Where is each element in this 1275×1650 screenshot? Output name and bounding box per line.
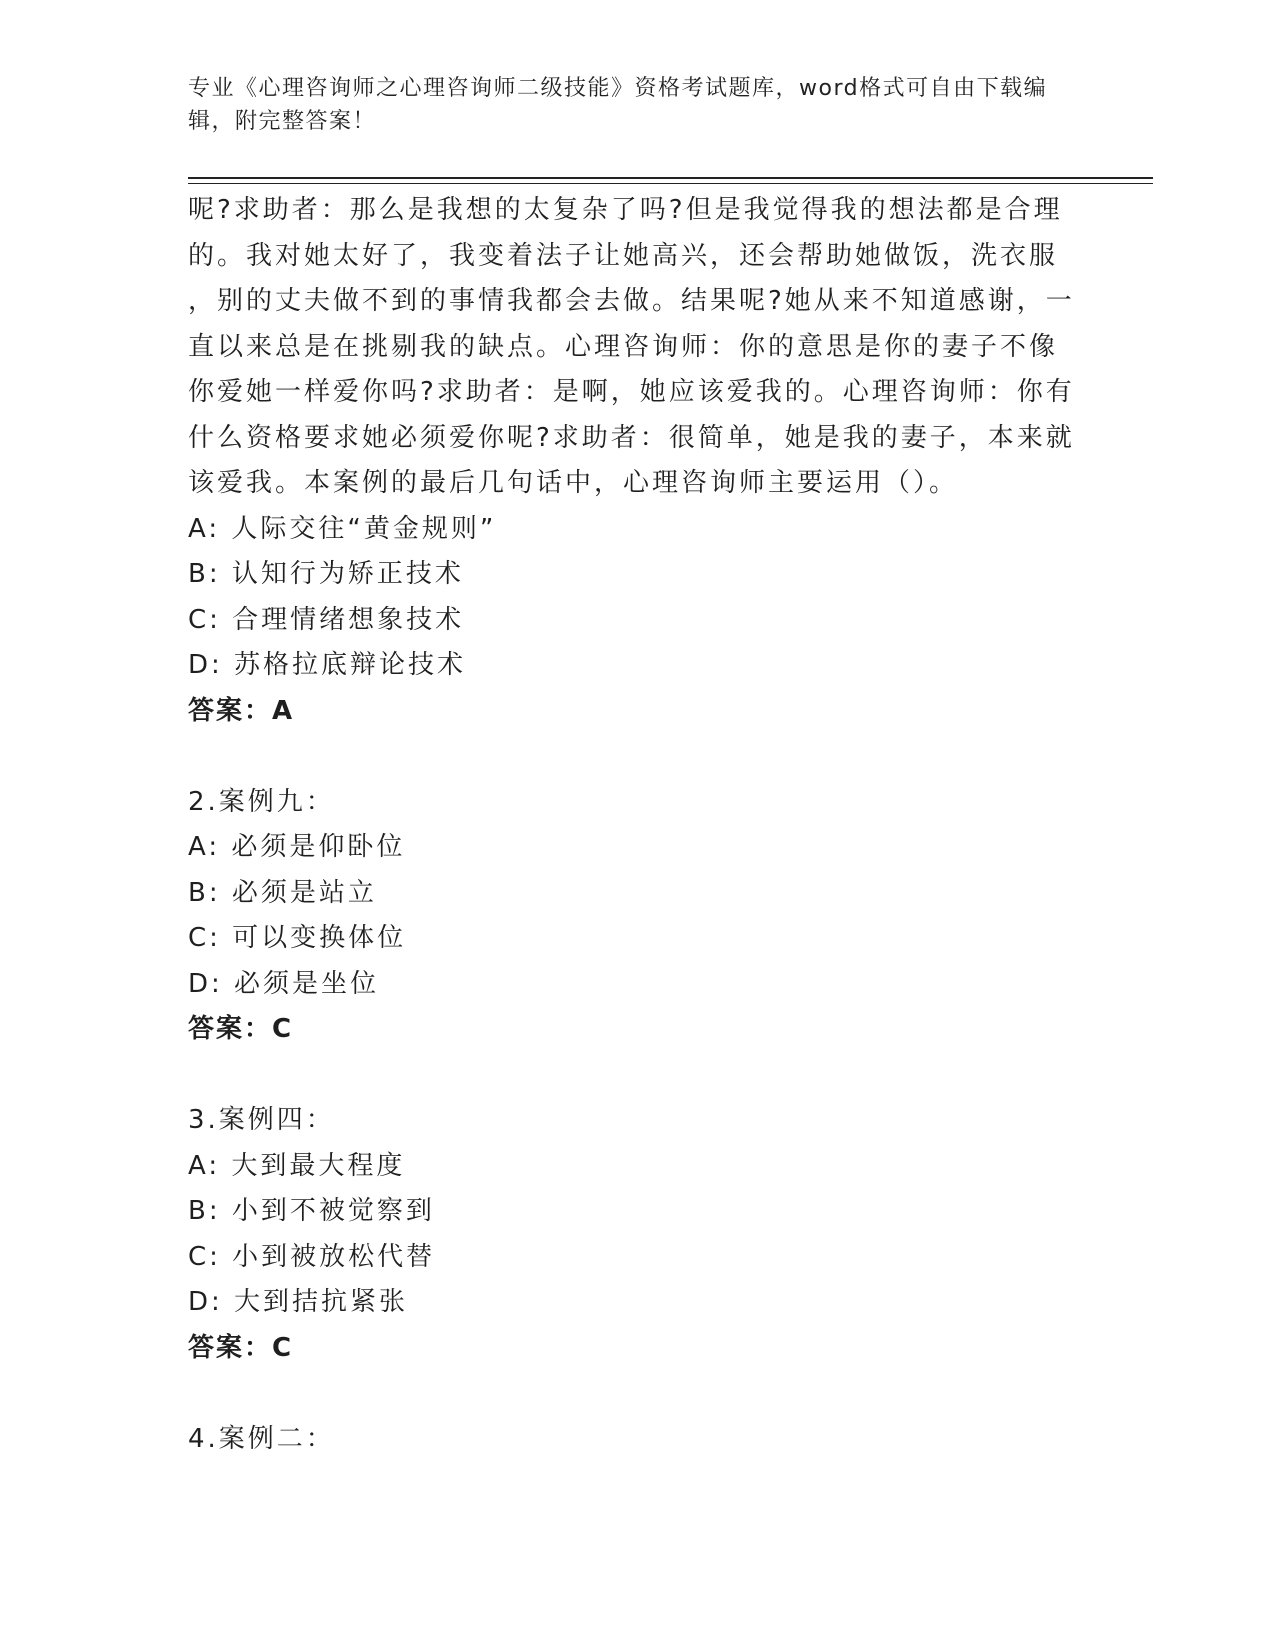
q2-option-a: A: 必须是仰卧位	[188, 832, 406, 862]
q3-answer: 答案：C	[188, 1332, 294, 1363]
q2-option-d: D: 必须是坐位	[188, 968, 380, 999]
spacer	[188, 1371, 1078, 1417]
q1-stem-line-4: 直以来总是在挑剔我的缺点。心理咨询师：你的意思是你的妻子不像	[188, 331, 1059, 362]
q4-title: 4.案例二：	[188, 1423, 335, 1454]
question-3	[188, 1098, 1078, 1371]
q1-option-d: D: 苏格拉底辩论技术	[188, 650, 467, 680]
header-rule-thick	[188, 177, 1153, 179]
question-1	[188, 188, 1078, 734]
q3-option-a: A: 大到最大程度	[188, 1150, 406, 1181]
q3-option-d: D: 大到拮抗紧张	[188, 1287, 409, 1317]
q1-stem-line-2: 的。我对她太好了，我变着法子让她高兴，还会帮助她做饭，洗衣服	[188, 240, 1059, 271]
q1-option-a: A: 人际交往“黄金规则”	[188, 513, 497, 544]
spacer	[188, 1053, 1078, 1099]
q2-option-c: C: 可以变换体位	[188, 923, 407, 953]
document-header	[188, 72, 1068, 138]
q3-option-c: C: 小到被放松代替	[188, 1241, 436, 1272]
q1-stem-line-1: 呢?求助者：那么是我想的太复杂了吗?但是我觉得我的想法都是合理	[188, 195, 1063, 225]
q3-option-b: B: 小到不被觉察到	[188, 1196, 435, 1226]
question-4	[188, 1417, 1078, 1463]
document-body	[188, 188, 1078, 1462]
q1-option-c: C: 合理情绪想象技术	[188, 604, 465, 635]
header-text: 专业《心理咨询师之心理咨询师二级技能》资格考试题库，word格式可自由下载编辑，附完整答案！	[188, 76, 1048, 134]
q1-option-b: B: 认知行为矫正技术	[188, 559, 464, 589]
q1-stem-line-7: 该爱我。本案例的最后几句话中，心理咨询师主要运用（）。	[188, 468, 959, 498]
spacer	[188, 734, 1078, 780]
q2-option-b: B: 必须是站立	[188, 877, 377, 908]
q1-stem-line-5: 你爱她一样爱你吗?求助者：是啊，她应该爱我的。心理咨询师：你有	[188, 377, 1075, 407]
q1-stem-line-6: 什么资格要求她必须爱你呢?求助者：很简单，她是我的妻子，本来就	[188, 422, 1075, 453]
q2-title: 2.案例九：	[188, 786, 335, 817]
q1-stem-line-3: ，别的丈夫做不到的事情我都会去做。结果呢?她从来不知道感谢，一	[188, 286, 1075, 316]
header-rule-thin	[188, 183, 1153, 184]
question-2	[188, 780, 1078, 1053]
q1-answer: 答案：A	[188, 695, 295, 726]
q2-answer: 答案：C	[188, 1014, 294, 1044]
q3-title: 3.案例四：	[188, 1105, 335, 1135]
